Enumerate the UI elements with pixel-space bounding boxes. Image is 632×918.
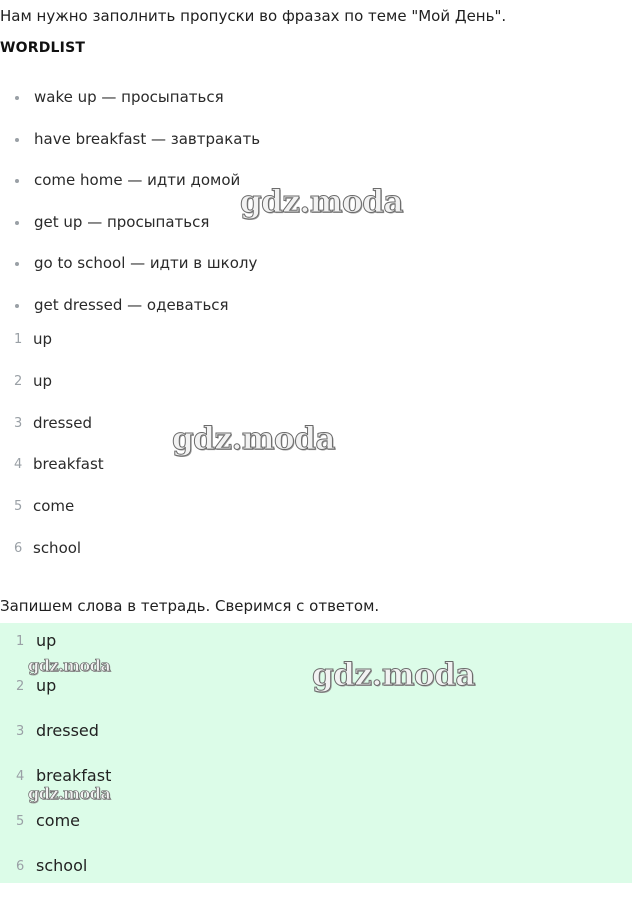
list-item: [14, 330, 104, 372]
wordlist-heading: WORDLIST: [0, 40, 86, 56]
checked-answer-list: [16, 631, 111, 901]
bullet-icon: [15, 221, 19, 225]
answer-box: [0, 623, 632, 883]
bullet-icon: [15, 262, 19, 266]
list-item: [14, 372, 104, 414]
wordlist-item-text: get dressed — одеваться: [34, 295, 229, 314]
list-item: [16, 676, 111, 721]
answer-text: up: [36, 676, 57, 695]
list-item: [14, 497, 104, 539]
list-item: [14, 455, 104, 497]
item-number: 2: [14, 373, 23, 389]
watermark: gdz.moda: [240, 184, 403, 220]
item-number: 3: [14, 415, 23, 431]
wordlist-item-text: go to school — идти в школу: [34, 254, 258, 273]
answer-text: school: [36, 856, 88, 875]
list-item: [16, 856, 111, 901]
watermark: gdz.moda: [28, 784, 111, 803]
list-item: [16, 631, 111, 676]
bullet-icon: [15, 304, 19, 308]
answer-text: up: [36, 631, 57, 650]
answer-text: breakfast: [36, 766, 112, 785]
item-number: 5: [14, 499, 23, 515]
list-item: [14, 414, 104, 456]
wordlist-item-text: come home — идти домой: [34, 171, 241, 190]
wordlist: [14, 88, 260, 338]
answer-text: up: [33, 330, 53, 348]
list-item: [14, 213, 260, 255]
item-number: 4: [16, 769, 25, 784]
item-number: 2: [16, 679, 25, 694]
answer-text: up: [33, 371, 53, 390]
item-number: 6: [16, 859, 25, 874]
bullet-icon: [15, 96, 19, 100]
list-item: [16, 766, 111, 811]
bullet-icon: [15, 138, 19, 142]
wordlist-item-text: get up — просыпаться: [34, 212, 210, 231]
answer-text: come: [36, 811, 81, 830]
list-item: [14, 171, 260, 213]
item-number: 6: [14, 540, 23, 556]
watermark: gdz.moda: [28, 656, 111, 675]
list-item: [14, 130, 260, 172]
answer-text: school: [33, 538, 82, 557]
note-text: Запишем слова в тетрадь. Сверимся с ответом.: [0, 597, 380, 615]
answer-text: breakfast: [33, 455, 104, 474]
item-number: 5: [16, 814, 25, 829]
answer-text: dressed: [33, 413, 92, 432]
watermark: gdz.moda: [312, 657, 475, 693]
wordlist-item-text: have breakfast — завтракать: [34, 129, 261, 148]
watermark: gdz.moda: [172, 421, 335, 457]
list-item: [14, 254, 260, 296]
item-number: 4: [14, 457, 23, 473]
answer-text: dressed: [36, 721, 99, 740]
item-number: 1: [14, 332, 23, 347]
item-number: 1: [16, 634, 25, 649]
list-item: [16, 811, 111, 856]
list-item: [14, 88, 260, 130]
item-number: 3: [16, 724, 25, 739]
list-item: [16, 721, 111, 766]
wordlist-item-text: wake up — просыпаться: [34, 88, 224, 106]
list-item: [14, 539, 104, 581]
intro-text: Нам нужно заполнить пропуски во фразах по теме "Мой День".: [0, 7, 507, 25]
answer-text: come: [33, 497, 75, 516]
answer-list: [14, 330, 104, 581]
bullet-icon: [15, 179, 19, 183]
